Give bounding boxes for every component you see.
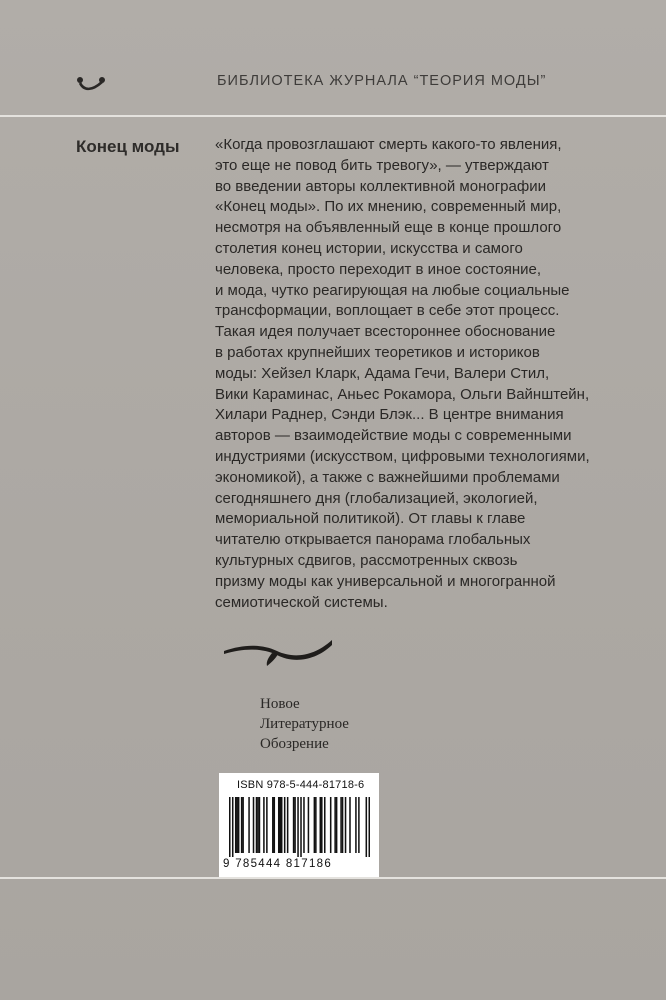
blurb-line: читателю открывается панорама глобальных (215, 531, 531, 549)
blurb-line: человека, просто переходит в иное состояние, (215, 260, 541, 278)
blurb-line: это еще не повод бить тревогу», — утверждают (215, 156, 549, 174)
barcode-bar (340, 797, 342, 853)
blurb-line: моды: Хейзел Кларк, Адама Гечи, Валери Стил, (215, 364, 550, 382)
barcode-bar (229, 797, 231, 857)
barcode-bar (279, 797, 281, 853)
barcode-bar (314, 797, 316, 853)
blurb-line: мемориальной политикой). От главы к главе (215, 510, 526, 528)
blurb-line: и мода, чутко реагирующая на любые социальные (215, 281, 570, 299)
barcode-bar (369, 797, 370, 857)
barcode-bar (294, 797, 296, 853)
barcode-bar (297, 797, 299, 857)
blurb-line: во введении авторы коллективной монографии (215, 177, 546, 195)
blurb-line: авторов — взаимодействие моды с современными (215, 427, 572, 445)
barcode-bar (248, 797, 250, 853)
barcode-bar (236, 797, 238, 853)
barcode-bar (238, 797, 240, 853)
blurb-line: призму моды как универсальной и многогранной (215, 572, 556, 590)
blurb-line: «Когда провозглашают смерть какого-то явления, (215, 136, 562, 153)
barcode-bar (300, 797, 302, 857)
barcode-bar (321, 797, 323, 853)
barcode-bar (336, 797, 338, 853)
blurb-line: Хилари Раднер, Сэнди Блэк... В центре внимания (215, 406, 564, 424)
series-title: БИБЛИОТЕКА ЖУРНАЛА “ТЕОРИЯ МОДЫ” (217, 73, 547, 89)
blurb-line: индустриями (искусством, цифровыми технологиями, (215, 447, 590, 465)
barcode-bar (278, 797, 280, 853)
dotted-tilde-logo-icon (76, 74, 106, 92)
barcode-bar (266, 797, 268, 853)
barcode-bar (345, 797, 347, 853)
publisher-line: Новое (260, 696, 300, 712)
isbn-label: ISBN 978-5-444-81718-6 (237, 779, 365, 791)
blurb-line: Такая идея получает всестороннее обоснование (215, 323, 556, 341)
top-divider (0, 115, 666, 117)
blurb-text (215, 135, 635, 613)
barcode-bar (235, 797, 237, 853)
barcode-bar (315, 797, 317, 853)
publisher-line: Обозрение (260, 736, 329, 752)
barcode-bar (232, 797, 234, 857)
barcode-bars (229, 797, 370, 857)
blurb-line: Вики Караминас, Аньес Рокамора, Ольги Вайнштейн, (215, 385, 590, 403)
blurb-line: несмотря на объявленный еще в конце прошлого (215, 219, 562, 237)
blurb-line: культурных сдвигов, рассмотренных сквозь (215, 551, 518, 569)
barcode-bar (256, 797, 258, 853)
tilde-swash-ornament-icon (222, 636, 334, 666)
barcode-bar (253, 797, 255, 853)
blurb-line: «Конец моды». По их мнению, современный мир, (215, 198, 562, 216)
barcode-bar (308, 797, 310, 853)
barcode-digits: 9 785444 817186 (223, 858, 333, 870)
publisher-line: Литературное (260, 716, 349, 732)
blurb-line: в работах крупнейших теоретиков и историков (215, 343, 540, 361)
barcode-bar (334, 797, 336, 853)
barcode-bar (324, 797, 326, 853)
isbn-barcode (219, 773, 379, 877)
bottom-divider (0, 877, 666, 879)
barcode-bar (303, 797, 305, 853)
barcode-bar (287, 797, 289, 853)
blurb-line: экономикой), а также с важнейшими проблемами (215, 468, 560, 486)
blurb-line: столетия конец истории, искусства и самого (215, 239, 523, 257)
book-title: Конец моды (76, 137, 180, 156)
blurb-line: семиотической системы. (215, 593, 388, 611)
barcode-bar (320, 797, 322, 853)
barcode-bar (355, 797, 357, 853)
barcode-bar (366, 797, 368, 857)
barcode-bar (272, 797, 274, 853)
barcode-bar (242, 797, 244, 853)
barcode-bar (281, 797, 283, 853)
barcode-bar (342, 797, 344, 853)
barcode-bar (358, 797, 360, 853)
barcode-bar (330, 797, 332, 853)
barcode-bar (259, 797, 261, 853)
publisher-name (260, 694, 349, 754)
barcode-bar (284, 797, 286, 853)
blurb-line: сегодняшнего дня (глобализацией, экологией, (215, 489, 538, 507)
barcode-bar (274, 797, 276, 853)
barcode-bar (263, 797, 265, 853)
barcode-bar (349, 797, 351, 853)
blurb-line: трансформации, воплощает в себе этот процесс. (215, 302, 560, 320)
barcode-bar (293, 797, 295, 853)
barcode-bar (257, 797, 259, 853)
barcode-bar (241, 797, 243, 853)
